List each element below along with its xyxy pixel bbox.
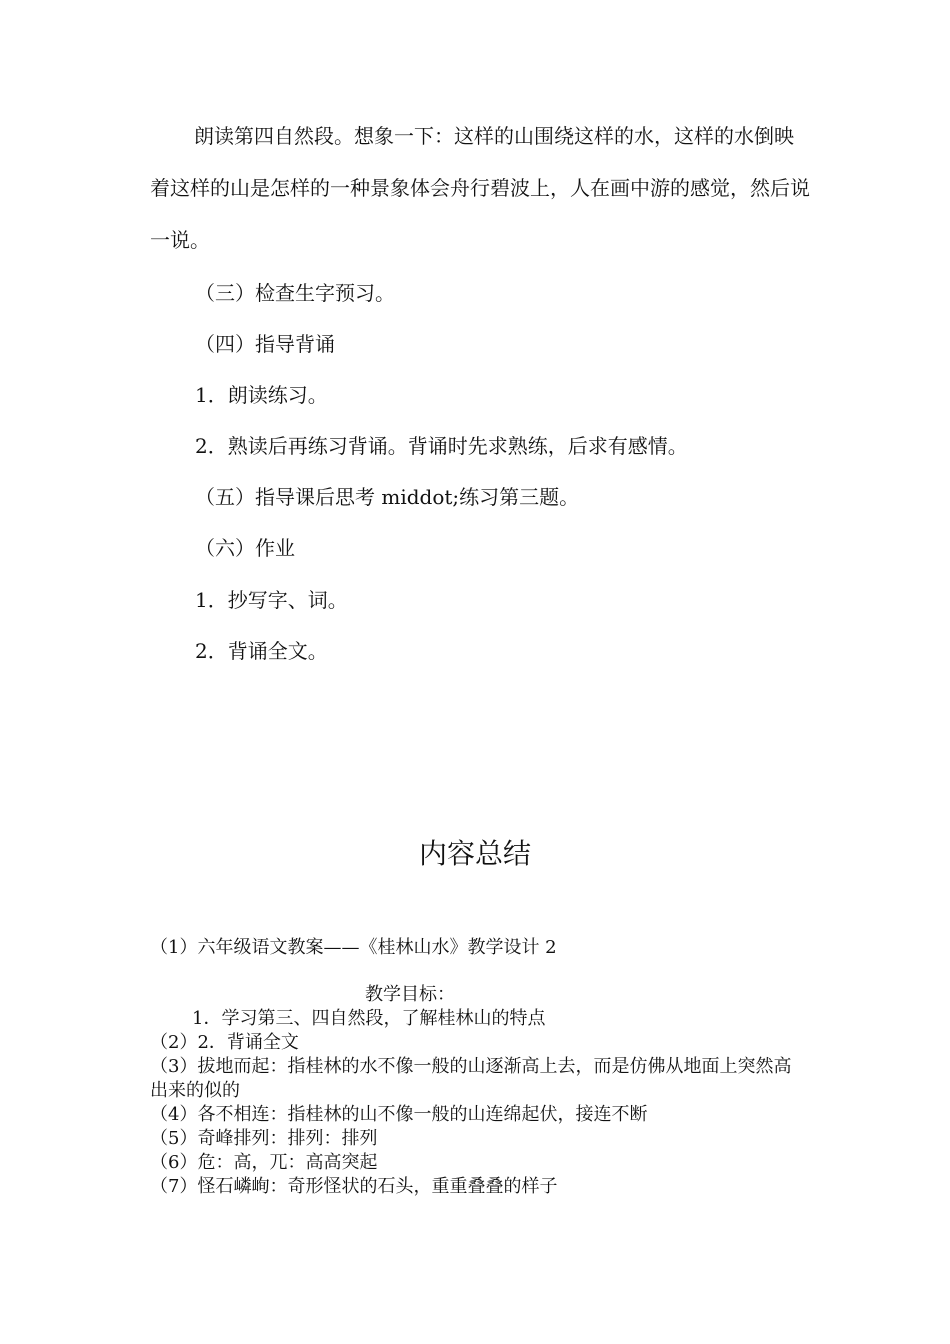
summary-line-3: （3）拔地而起：指桂林的水不像一般的山逐渐高上去，而是仿佛从地面上突然高出来的似的 [150,1056,792,1101]
list-item-copy-words: 1．抄写字、词。 [195,588,348,612]
section-homework: （六）作业 [195,536,295,560]
section-guide-recitation: （四）指导背诵 [195,332,335,356]
summary-line-teaching-goals: 教学目标： [365,984,455,1005]
summary-line-1: （1）六年级语文教案——《桂林山水》教学设计 2 [150,937,557,958]
list-item-recitation-practice: 2．熟读后再练习背诵。背诵时先求熟练，后求有感情。 [195,434,688,458]
section-guide-exercises: （五）指导课后思考 middot;练习第三题。 [195,485,580,509]
summary-title: 内容总结 [418,837,531,870]
summary-line-2: （2）2．背诵全文 [150,1032,299,1053]
list-item-recite-text: 2．背诵全文。 [195,639,328,663]
list-item-reading-practice: 1．朗读练习。 [195,383,328,407]
summary-line-6: （6）危：高，兀：高高突起 [150,1152,378,1173]
summary-line-4: （4）各不相连：指桂林的山不像一般的山连绵起伏，接连不断 [150,1104,648,1125]
paragraph-read-fourth-section: 朗读第四自然段。想象一下：这样的山围绕这样的水，这样的水倒映着这样的山是怎样的一种景象体会舟行碧波上，人在画中游的感觉，然后说一说。 [150,124,810,252]
summary-line-goal-1: 1．学习第三、四自然段，了解桂林山的特点 [192,1008,546,1029]
section-check-new-words: （三）检查生字预习。 [195,281,395,305]
summary-line-5: （5）奇峰排列：排列：排列 [150,1128,378,1149]
summary-line-7: （7）怪石嶙峋：奇形怪状的石头，重重叠叠的样子 [150,1176,558,1197]
